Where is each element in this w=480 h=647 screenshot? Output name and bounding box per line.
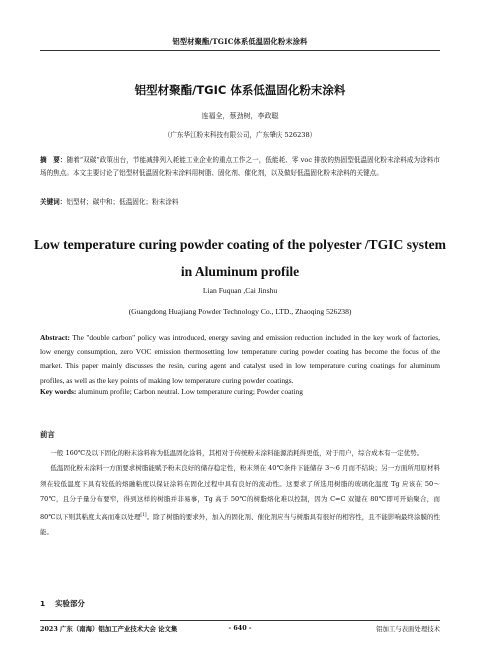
section-heading-intro: 前言 (40, 430, 55, 439)
abstract-cn-label: 摘 要： (40, 156, 67, 164)
paper-title-en-line2: in Aluminum profile (180, 264, 300, 279)
affiliation-en: (Guangdong Huajiang Powder Technology Co., LTD., Zhaoqing 526238) (128, 307, 352, 316)
abstract-en-label: Abstract: (40, 333, 70, 342)
affiliation-cn: （广东华江粉末科技有限公司，广东肇庆 526238） (163, 131, 317, 139)
section-heading-1 (40, 598, 85, 609)
paper-title-cn: 铝型材聚酯/TGIC 体系低温固化粉末涂料 (134, 83, 346, 97)
keywords-cn (40, 196, 440, 208)
keywords-en (40, 387, 440, 396)
body-paragraph-2-text: 低温固化粉末涂料一方面要求树脂能赋予粉末良好的储存稳定性，粉末须在 40℃条件下能储存 3～6 月而不结块；另一方面所用原材料须在较低温度下具有较低的熔融粘度以保证涂料在固化过程中具有良好的流动性。这要求了所选用树脂的玻璃化温度 Tg 应该在 50～70℃，且分子量分布要窄，得到这样的树脂并非易事，Tg 高于 50℃的树脂熔化难以控制，因为 C=C 双键在 80℃即可开始聚合，而 80℃以下则其粘度太高而难以处理 (40, 464, 440, 521)
body-paragraph-1: 一般 160℃及以下固化的粉末涂料称为低温固化涂料，其相对于传统粉末涂料能源消耗得更低，对于用户，综合成本有一定优势。 (50, 449, 424, 457)
paper-title-en-line1: Low temperature curing powder coating of the polyester /TGIC system (34, 237, 446, 252)
section-number: 1 (40, 599, 46, 608)
running-head: 铝型材聚酯/TGIC体系低温固化粉末涂料 (172, 37, 308, 46)
footer-rule (40, 620, 440, 621)
keywords-cn-label: 关键词： (40, 198, 67, 206)
abstract-en (40, 331, 440, 388)
abstract-cn (40, 154, 440, 181)
abstract-cn-text: 随着“双碳”政策出台，节能减排列入耗能工业企业的重点工作之一，低能耗、零 voc 排放的热固型低温固化粉末涂料成为涂料市场的焦点。本文主要讨论了铝型材低温固化粉末涂料用树脂、固化剂、催化剂，以及做好低温固化粉末涂料的关键点。 (40, 156, 440, 178)
authors-cn: 连福全，蔡劲树，李政聪 (201, 112, 279, 120)
keywords-en-label: Key words: (40, 387, 77, 396)
body-text (40, 446, 440, 541)
page-number: - 640 - (228, 624, 252, 632)
citation-ref: [1] (140, 512, 147, 518)
section-title: 实验部分 (55, 599, 85, 608)
footer-proceedings: 2023 广东（南海）铝加工产业技术大会 论文集 (40, 625, 178, 633)
body-paragraph-2 (40, 461, 440, 540)
authors-en: Lian Fuquan ,Cai Jinshu (202, 286, 278, 295)
keywords-en-text: aluminum profile; Carbon neutral. Low temperature curing; Powder coating (76, 387, 303, 396)
paper-title-en (0, 231, 480, 285)
keywords-cn-text: 铝型材；碳中和；低温固化；粉末涂料 (66, 198, 179, 206)
footer-journal: 铝加工与表面处理技术 (376, 625, 440, 633)
body-paragraph-2-tail: 。除了树脂的要求外，加入的固化剂、催化剂应当与树脂具有很好的相容性，且不能影响最终涂膜的性能。 (40, 512, 441, 537)
abstract-en-text: The "double carbon" policy was introduced, energy saving and emission reduction included in the key work of factories, low energy consumption, zero VOC emission thermosetting low temperature curing powder coating has become the focus of the market. This paper mainly discusses the resin, curing agent and catalyst used in low temperature curing coatings for aluminum profiles, as well as the key points of making low temperature curing powder coatings. (40, 333, 440, 385)
header-rule (40, 50, 440, 51)
